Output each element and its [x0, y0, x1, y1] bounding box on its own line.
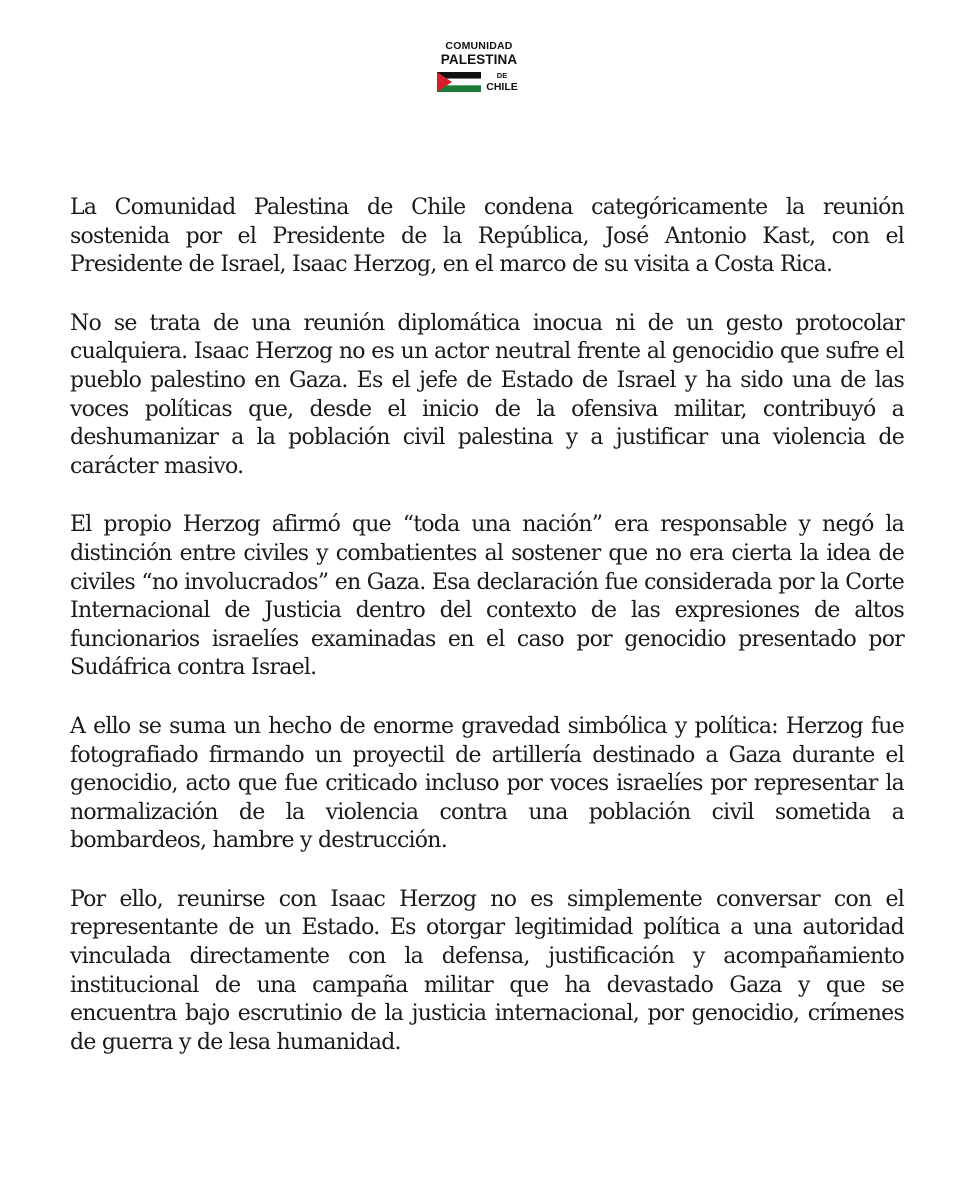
- paragraph-not-neutral: No se trata de una reunión diplomática inocua ni de un gesto protocolar cualquiera. Isaac Herzog no es un actor neutral frente al genocidio que sufre el pueblo palestino en Gaza. Es el jefe de Estado de Israel y ha sido una de las voces políticas que, desde el inicio de la ofensiva militar, contribuyó a deshumanizar a la población civil palestina y a justificar una violencia de carácter masivo.: [70, 310, 904, 479]
- logo-text-comunidad: COMUNIDAD: [445, 40, 513, 52]
- paragraph-conclusion: Por ello, reunirse con Isaac Herzog no es simplemente conversar con el representante de un Estado. Es otorgar legitimidad política a una autoridad vinculada directamente con la defensa, justificación y acompañamiento institucional de una campaña militar que ha devastado Gaza y que se encuentra bajo escrutinio de la justicia internacional, por genocidio, crímenes de guerra y de lesa humanidad.: [70, 886, 904, 1055]
- paragraph-herzog-statement: El propio Herzog afirmó que “toda una nación” era responsable y negó la distinción entre civiles y combatientes al sostener que no era cierta la idea de civiles “no involucrados” en Gaza. Esa declaración fue considerada por la Corte Internacional de Justicia dentro del contexto de las expresiones de altos funcionarios israelíes examinadas en el caso por genocidio presentado por Sudáfrica contra Israel.: [70, 512, 904, 681]
- paragraph-condemnation: La Comunidad Palestina de Chile condena categóricamente la reunión sostenida por el Presidente de la República, José Antonio Kast, con el Presidente de Israel, Isaac Herzog, en el marco de su visita a Costa Rica.: [70, 195, 904, 278]
- paragraph-artillery-shell: A ello se suma un hecho de enorme gravedad simbólica y política: Herzog fue fotografiado firmando un proyectil de artillería destinado a Gaza durante el genocidio, acto que fue criticado incluso por voces israelíes por representar la normalización de la violencia contra una población civil sometida a bombardeos, hambre y destrucción.: [70, 713, 904, 854]
- logo-text-chile: CHILE: [486, 81, 518, 93]
- organization-logo: [436, 40, 526, 96]
- logo-text-de: DE: [496, 71, 508, 80]
- logo-text-palestina: PALESTINA: [440, 52, 518, 67]
- statement-body: [70, 194, 904, 1087]
- palestine-flag-icon: [437, 72, 481, 92]
